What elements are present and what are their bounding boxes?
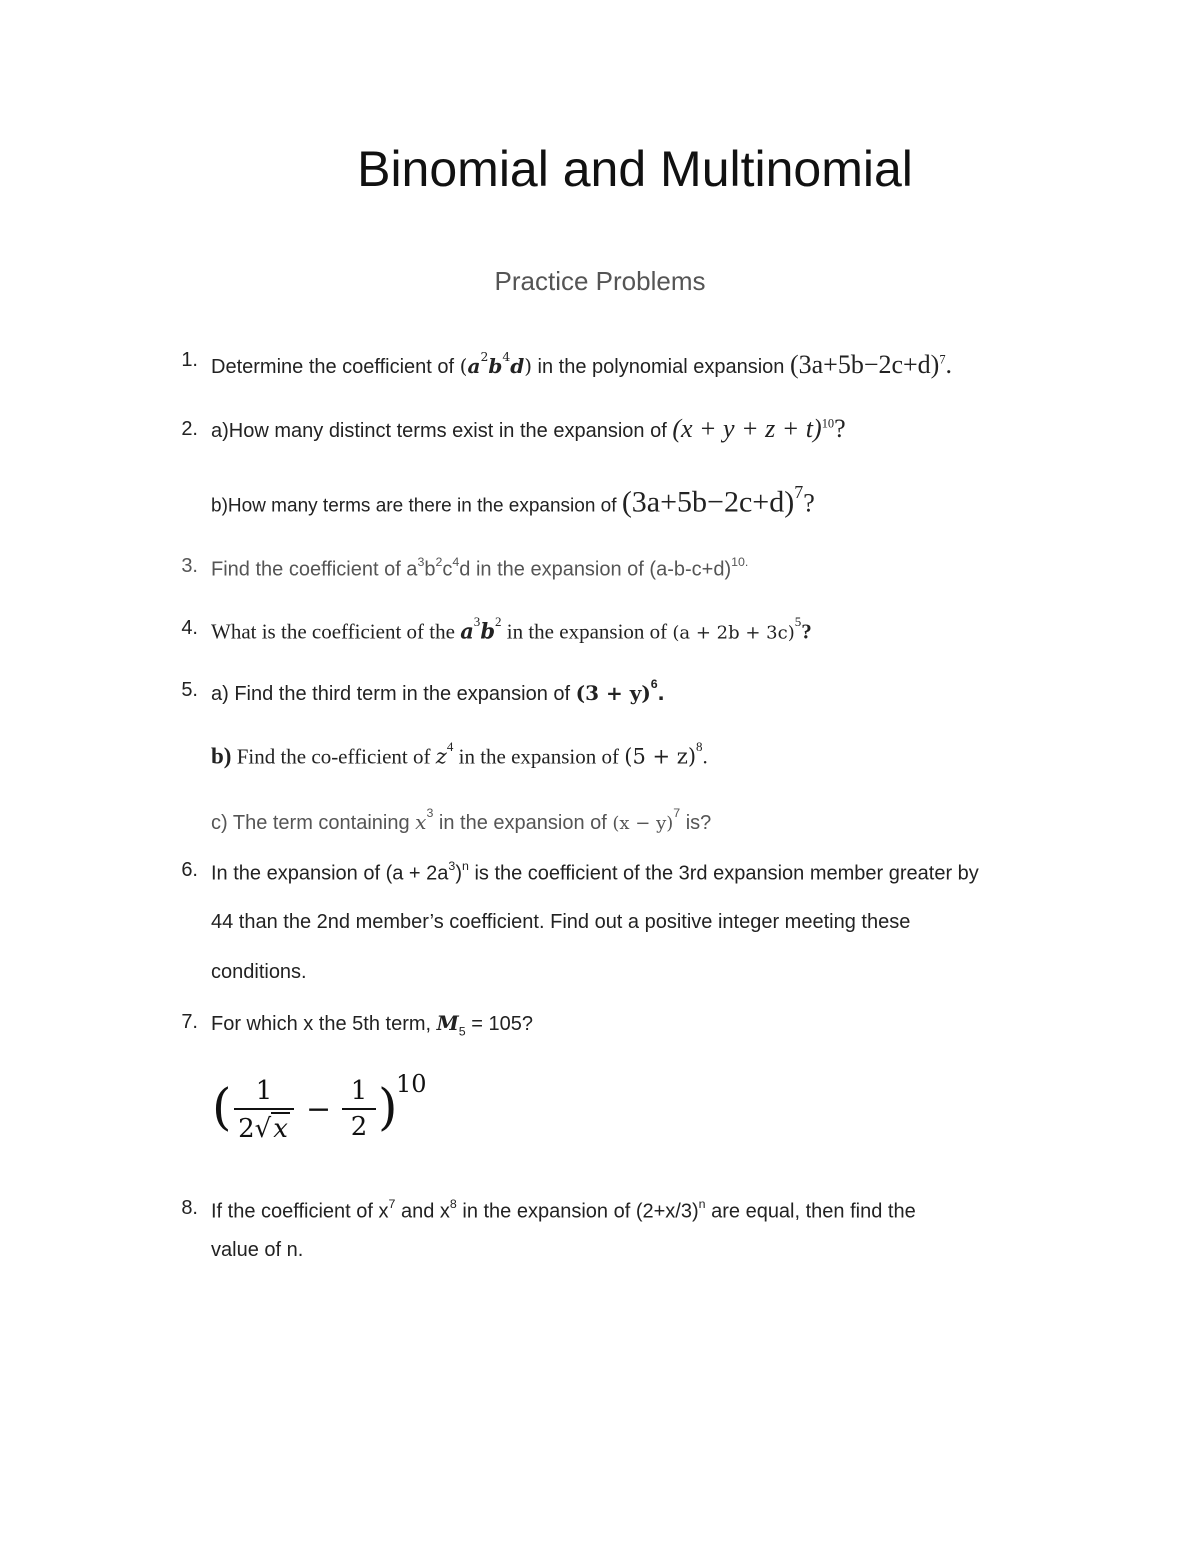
problem-5-number: 5. — [181, 679, 198, 701]
page-subtitle: Practice Problems — [494, 266, 706, 296]
page-title: Binomial and Multinomial — [357, 141, 913, 197]
formula-minus: − — [306, 1092, 332, 1127]
problem-2b-expr-exp: 7 — [794, 482, 804, 502]
problem-1-text-a: Determine the coefficient of — [211, 355, 460, 378]
problem-2a — [211, 414, 1111, 444]
problem-5c: c) The term containing $x^3$ in the expansion of $(x - y)^7$ is? — [211, 806, 712, 834]
problem-1 — [211, 349, 1111, 380]
problem-4-number: 4. — [181, 617, 198, 639]
problem-6-number: 6. — [181, 859, 198, 881]
problem-5b: b) Find the co-efficient of $z^4$ in the expansion of $(5 + z)^8$. — [211, 739, 708, 769]
problem-6-line-3: conditions. — [211, 961, 307, 983]
problem-2a-text: a)How many distinct terms exist in the expansion of — [211, 420, 673, 442]
problem-1-expr-exp: 7 — [939, 352, 946, 367]
formula-close-paren: ) — [378, 1078, 398, 1136]
problem-2b-text: b)How many terms are there in the expansion of — [211, 495, 622, 517]
problem-7: For which x the 5th term, $M_5 = 105$? — [211, 1011, 533, 1039]
problem-3-number: 3. — [181, 555, 198, 577]
problem-2a-expr: (x + y + z + t) — [672, 414, 822, 443]
formula-exponent: 10 — [396, 1070, 427, 1098]
problem-6-line-1: In the expansion of $(a + 2a^3)^n$ is the coefficient of the 3rd expansion member greater by — [211, 859, 979, 885]
problem-1-expr: (3a+5b−2c+d) — [789, 349, 940, 379]
problem-1-number: 1. — [181, 349, 198, 371]
problem-2b-expr: (3a+5b−2c+d) — [621, 485, 795, 519]
problem-7-number: 7. — [181, 1011, 198, 1033]
problem-3: Find the coefficient of $a^3b^2c^4d$ in the expansion of $(a-b-c+d)^{10.}$ — [211, 555, 749, 581]
problem-2a-end: ? — [834, 414, 846, 443]
problem-2b — [211, 482, 1111, 520]
problem-2-number: 2. — [181, 418, 198, 440]
problem-1-end: . — [945, 349, 953, 379]
formula-open-paren: ( — [212, 1078, 232, 1136]
problem-1-term: $(a^2b^4d)$ — [459, 349, 532, 378]
formula-fraction-1: 1 2√x — [234, 1076, 294, 1144]
problem-1-text-b: in the polynomial expansion — [532, 355, 790, 378]
problem-5a: a) Find the third term in the expansion of $(3 + y)^6$. — [211, 677, 665, 706]
problem-2a-expr-exp: 10 — [821, 416, 835, 431]
problem-4: What is the coefficient of the $a^3b^2$ in the expansion of $(a + 2b + 3c)^5$? — [211, 614, 812, 644]
problem-8-line-2: value of n. — [211, 1239, 304, 1261]
formula-fraction-2: 1 2 — [342, 1076, 376, 1142]
problem-8-line-1: If the coefficient of $x^7$ and $x^8$ in the expansion of $(2+x/3)^n$ are equal, then find the — [211, 1197, 916, 1223]
problem-7-formula — [212, 1070, 472, 1160]
problem-8-number: 8. — [181, 1197, 198, 1219]
problem-6-line-2: 44 than the 2nd member’s coefficient. Find out a positive integer meeting these — [211, 911, 911, 933]
problem-2b-end: ? — [803, 488, 815, 518]
